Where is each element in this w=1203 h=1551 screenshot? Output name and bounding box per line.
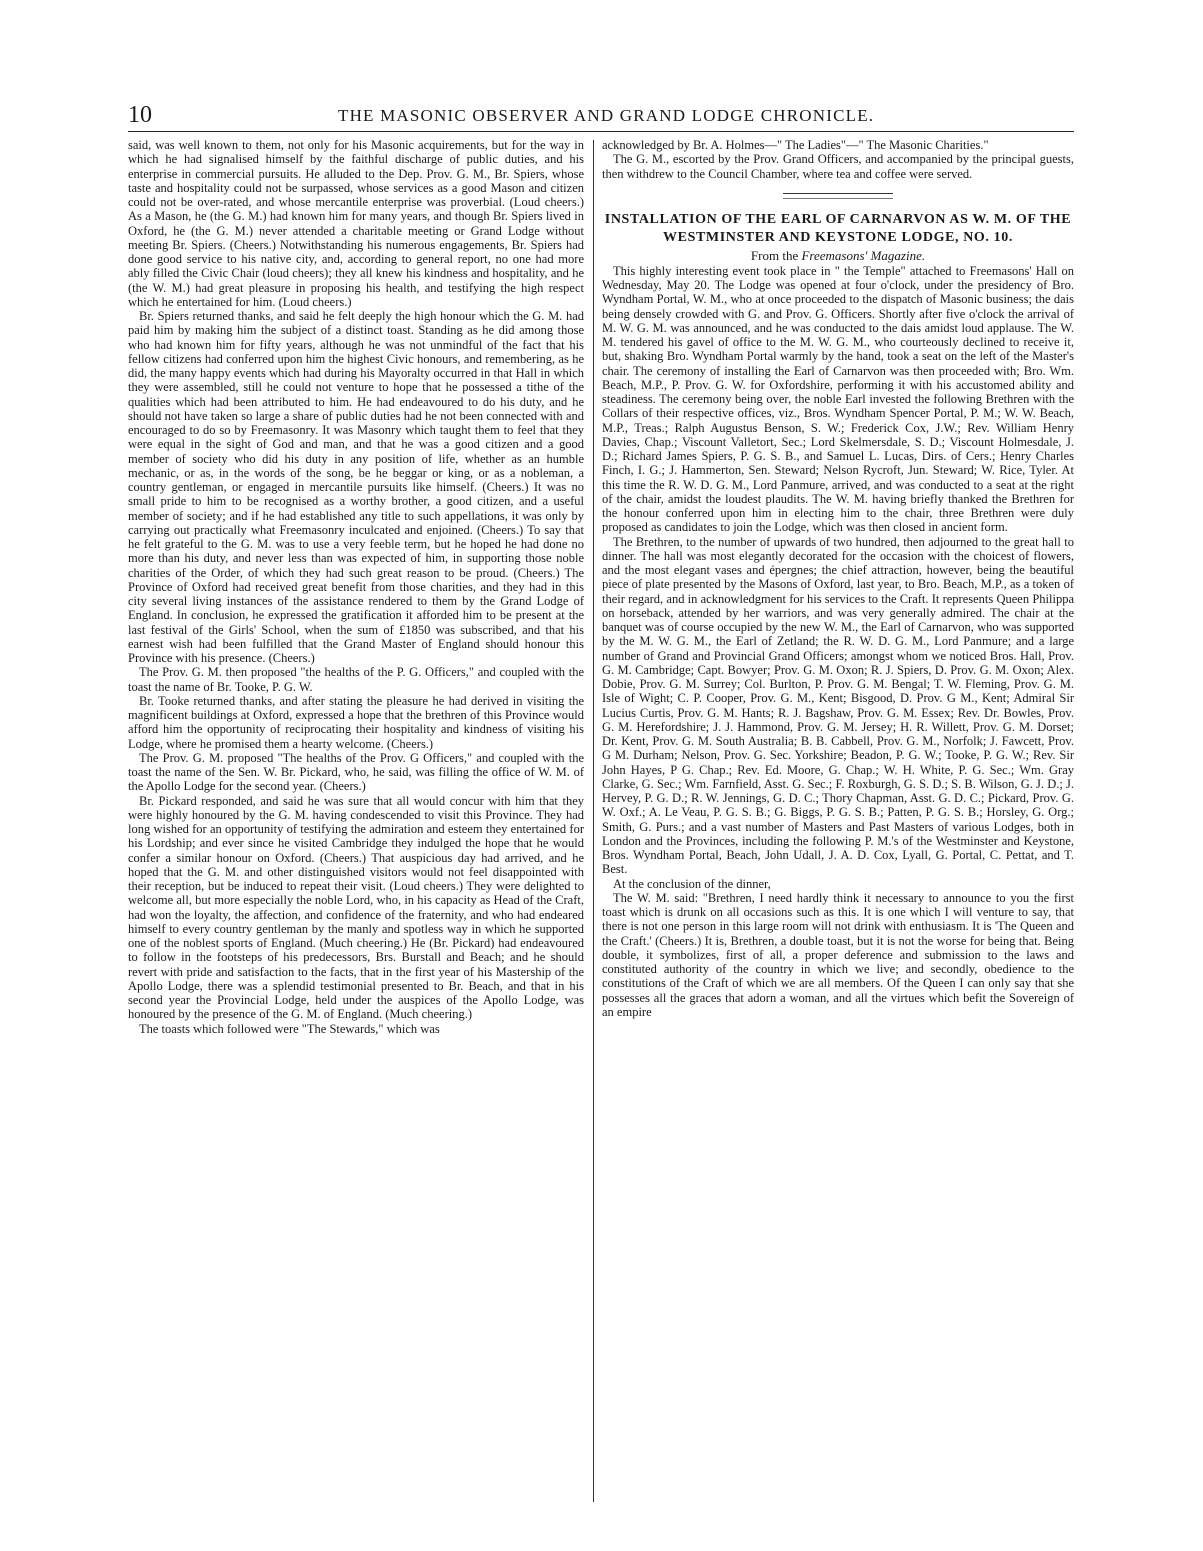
article-paragraph-3: At the conclusion of the dinner, bbox=[613, 876, 771, 891]
left-paragraph-7: The toasts which followed were "The Stewards," which was bbox=[139, 1021, 440, 1036]
article-source-prefix: From the bbox=[750, 247, 799, 263]
left-paragraph-2: Br. Spiers returned thanks, and said he felt deeply the high honour which the G. M. had paid him by making him the subject of a distinct toast. Standing as he did among those who had known him for fifty years, although he was not unmindful of the fact that his fellow citizens had conferred upon him the highest Civic honours, and remembering, as he did, the many happy events which had during his Mayoralty occurred in that Hall in which they were assembled, still he could not venture to hope that he possessed a tithe of the qualities which had been attributed to him. He had endeavoured to do his duty, and he should not have taken so large a share of public duties had he not been connected with and encouraged to do so by Freemasonry. It was Masonry which taught them to feel that they were equal in the sight of God and man, and that he was a good citizen and a good member of society who did his duty in any position of life, whether as an humble mechanic, or as, in the words of the song, be he beggar or king, or as a nobleman, a country gentleman, or engaged in mercantile pursuits like himself. (Cheers.) It was no small pride to him to be recognised as a worthy brother, a good citizen, and a useful member of society; and if he had established any title to such appellations, it was only by carrying out practically what Freemasonry inculcated and enjoined. (Cheers.) To say that he felt grateful to the G. M. was to use a very feeble term, but he hoped he had done no more than his duty, and never less than was expected of him, in supporting those noble charities of the Order, of which they had such great reason to be proud. (Cheers.) The Province of Oxford had received great benefit from those charities, and they had in this city several living instances of the assistance rendered to them by the Grand Lodge of England. In conclusion, he expressed the gratification it afforded him to be present at the last festival of the Girls' School, when the sum of £1850 was subscribed, and that his earnest wish had been fulfilled that the Grand Master of England should honour this Province with his presence. (Cheers.) bbox=[128, 309, 584, 665]
left-column bbox=[128, 138, 584, 1508]
left-paragraph-3: The Prov. G. M. then proposed "the healths of the P. G. Officers," and coupled with the toast the name of Br. Tooke, P. G. W. bbox=[128, 665, 584, 694]
column-divider bbox=[593, 140, 594, 1502]
page-number: 10 bbox=[128, 102, 152, 128]
article-paragraph-1: This highly interesting event took place in " the Temple" attached to Freemasons' Hall on Wednesday, May 20. The Lodge was opened at four o'clock, under the presidency of Bro. Wyndham Portal, W. M., who at once proceeded to the dispatch of Masonic business; the dais being densely crowded with G. and Prov. G. Officers. Shortly after five o'clock the arrival of M. W. G. M. was announced, and he was conducted to the dais amidst loud applause. The W. M. tendered his gavel of office to the M. W. G. M., who courteously declined to receive it, but, shaking Bro. Wyndham Portal warmly by the hand, took a seat on the left of the Master's chair. The ceremony of installing the Earl of Carnarvon was then proceeded with; Bro. Wm. Beach, M.P., P. Prov. G. W. for Oxfordshire, performing it with his accustomed ability and steadiness. The ceremony being over, the noble Earl invested the following Brethren with the Collars of their respective offices, viz., Bros. Wyndham Spencer Portal, P. M.; W. W. Beach, M.P., Treas.; Ralph Augustus Benson, S. W.; Frederick Cox, J.W.; Rev. William Henry Davies, Chap.; Viscount Valletort, Sec.; Lord Skelmersdale, S. D.; Viscount Holmesdale, J. D.; Richard James Spiers, P. G. S. B., and Samuel L. Lucas, Dirs. of Cers.; Henry Charles Finch, I. G.; J. Hammerton, Sen. Steward; Nelson Rycroft, Jun. Steward; W. Rice, Tyler. At this time the R. W. D. G. M., Lord Panmure, arrived, and was conducted to a seat at the right of the chair, amidst the loudest plaudits. The W. M. having briefly thanked the Brethren for the honour conferred upon him in electing him to the chair, three Brethren were duly proposed as candidates to join the Lodge, which was then closed in ancient form. bbox=[602, 263, 1074, 535]
section-separator bbox=[783, 193, 893, 199]
right-column bbox=[602, 138, 1074, 1508]
article-paragraph-4: The W. M. said: "Brethren, I need hardly think it necessary to announce to you the first toast which is drunk on all occasions such as this. It is one which I will venture to say, that there is not one person in this large room will not drink with enthusiasm. It is 'The Queen and the Craft.' (Cheers.) It is, Brethren, a double toast, but it is not the worse for being that. Being double, it symbolizes, first of all, a proper deference and submission to the laws and constituted authority of the country in which we live; and secondly, obedience to the constitutions of the Craft of which we are all members. Of the Queen I can only say that she possesses all the graces that adorn a woman, and all the virtues which befit the Sovereign of an empire bbox=[602, 890, 1074, 1019]
article-paragraph-2: The Brethren, to the number of upwards of two hundred, then adjourned to the great hall to dinner. The hall was most elegantly decorated for the occasion with the choicest of flowers, and the most elegant vases and épergnes; the chief attraction, however, being the beautiful piece of plate presented by the Masons of Oxford, last year, to Bro. Beach, M.P., as a token of their regard, and in acknowledgment for his services to the Craft. It represents Queen Philippa on horseback, attended by her warriors, and was very generally admired. The chair at the banquet was of course occupied by the new W. M., the Earl of Carnarvon, who was supported by the M. W. G. M., the Earl of Zetland; the R. W. D. G. M., Lord Panmure; and a large number of Grand and Provincial Grand Officers; amongst whom we noticed Bros. Hall, Prov. G. M. Cambridge; Capt. Bowyer; Prov. G. M. Oxon; R. J. Spiers, D. Prov. G. M. Oxon; Alex. Dobie, Prov. G. M. Surrey; Col. Burlton, P. Prov. G. M. Bengal; T. W. Fleming, Prov. G. M. Isle of Wight; C. P. Cooper, Prov. G. M., Kent; Bisgood, D. Prov. G M., Kent; Admiral Sir Lucius Curtis, Prov. G. M. Hants; R. J. Bagshaw, Prov. G. M. Essex; Rev. Dr. Bowles, Prov. G. M. Herefordshire; J. J. Hammond, Prov. G. M. Jersey; H. R. Willett, Prov. G. M. Dorset; Dr. Kent, Prov. G. M. South Australia; B. B. Cabbell, Prov. G. M., Norfolk; J. Fawcett, Prov. G M. Durham; Nelson, Prov. G. Sec. Yorkshire; Beadon, P. G. W.; Tooke, P. G. W.; Rev. Sir John Hayes, P G. Chap.; Rev. Ed. Moore, G. Chap.; W. H. White, P. G. Sec.; Wm. Gray Clarke, G. Sec.; Wm. Farnfield, Asst. G. Sec.; F. Roxburgh, G. S. D.; S. B. Wilson, G. J. D.; J. Hervey, P. G. D.; R. W. Jennings, G. D. C.; Thory Chapman, Asst. G. D. C.; Pickard, Prov. G. W. Oxf.; A. Le Veau, P. G. S. B.; G. Biggs, P. G. S. B.; Patten, P. G. S. B.; Horsley, G. Org.; Smith, G. Purs.; and a vast number of Masters and Past Masters of various Lodges, both in London and the Provinces, including the following P. M.'s of the Westminster and Keystone, Bros. Wyndham Portal, Beach, John Udall, J. A. D. Cox, Lyall, G. Portal, C. Pettat, and T. Best. bbox=[602, 534, 1074, 877]
article-heading: INSTALLATION OF THE EARL OF CARNARVON AS W. M. OF THE WESTMINSTER AND KEYSTONE LODGE, NO. 10. bbox=[604, 211, 1072, 245]
left-paragraph-4: Br. Tooke returned thanks, and after stating the pleasure he had derived in visiting the magnificent buildings at Oxford, expressed a hope that the brethren of this Province would afford him the opportunity of reciprocating their hospitality and kindness of visiting his Lodge, where he promised them a hearty welcome. (Cheers.) bbox=[128, 693, 584, 751]
right-lead-paragraph-1: acknowledged by Br. A. Holmes—" The Ladies"—" The Masonic Charities." bbox=[602, 138, 989, 152]
page-header bbox=[128, 100, 1074, 130]
article-source bbox=[602, 247, 1074, 264]
left-paragraph-6: Br. Pickard responded, and said he was sure that all would concur with him that they were highly honoured by the G. M. having condescended to visit this Province. They had long wished for an opportunity of testifying the admiration and esteem they entertained for his Lordship; and ever since he visited Cambridge they indulged the hope that he would confer a similar honour on Oxford. (Cheers.) That auspicious day had arrived, and he hoped that the G. M. and other distinguished visitors would not feel disappointed with their reception, but be induced to repeat their visit. (Loud cheers.) They were delighted to welcome all, but more especially the noble Lord, who, in his capacity as Head of the Craft, had won the loyalty, the affection, and confidence of the fraternity, and who had endeared himself to every country gentleman by the manly and spotless way in which he supported one of the noblest sports of England. (Much cheering.) He (Br. Pickard) had endeavoured to follow in the footsteps of his predecessors, Brs. Burstall and Beach; and he should revert with pride and satisfaction to the facts, that in the first year of his Mastership of the Apollo Lodge, there was a splendid testimonial presented to Br. Beach, and that in his second year the Provincial Lodge, held under the auspices of the Apollo Lodge, was honoured by the presence of the G. M. of England. (Much cheering.) bbox=[128, 793, 584, 1022]
header-rule bbox=[128, 131, 1074, 132]
article-source-title: Freemasons' Magazine. bbox=[801, 247, 926, 263]
right-lead-paragraph-2: The G. M., escorted by the Prov. Grand Officers, and accompanied by the principal guests, then withdrew to the Council Chamber, where tea and coffee were served. bbox=[602, 152, 1074, 181]
left-paragraph-1: said, was well known to them, not only for his Masonic acquirements, but for the way in which he had signalised himself by the faithful discharge of public duties, and his enterprise in commercial pursuits. He alluded to the Dep. Prov. G. M., Br. Spiers, whose taste and hospitality could not be surpassed, whose services as a good Mason and citizen could not be over-rated, and whose mercantile enterprise was proverbial. (Loud cheers.) As a Mason, he (the G. M.) had known him for many years, and though Br. Spiers lived in Oxford, he (the G. M.) never attended a charitable meeting or Grand Lodge without meeting Br. Spiers. (Cheers.) Notwithstanding his numerous engagements, Br. Spiers had done good service to his native city, and, according to general report, no one had more ably filled the Civic Chair (loud cheers); they all knew his kindness and hospitality, and he (the W. M.) had great pleasure in proposing his health, and testifying the high respect which he entertained for him. (Loud cheers.) bbox=[128, 138, 584, 309]
left-paragraph-5: The Prov. G. M. proposed "The healths of the Prov. G Officers," and coupled with the toast the name of the Sen. W. Br. Pickard, who, he said, was filling the office of W. M. of the Apollo Lodge for the second year. (Cheers.) bbox=[128, 750, 584, 794]
running-title: THE MASONIC OBSERVER AND GRAND LODGE CHRONICLE. bbox=[338, 106, 875, 125]
